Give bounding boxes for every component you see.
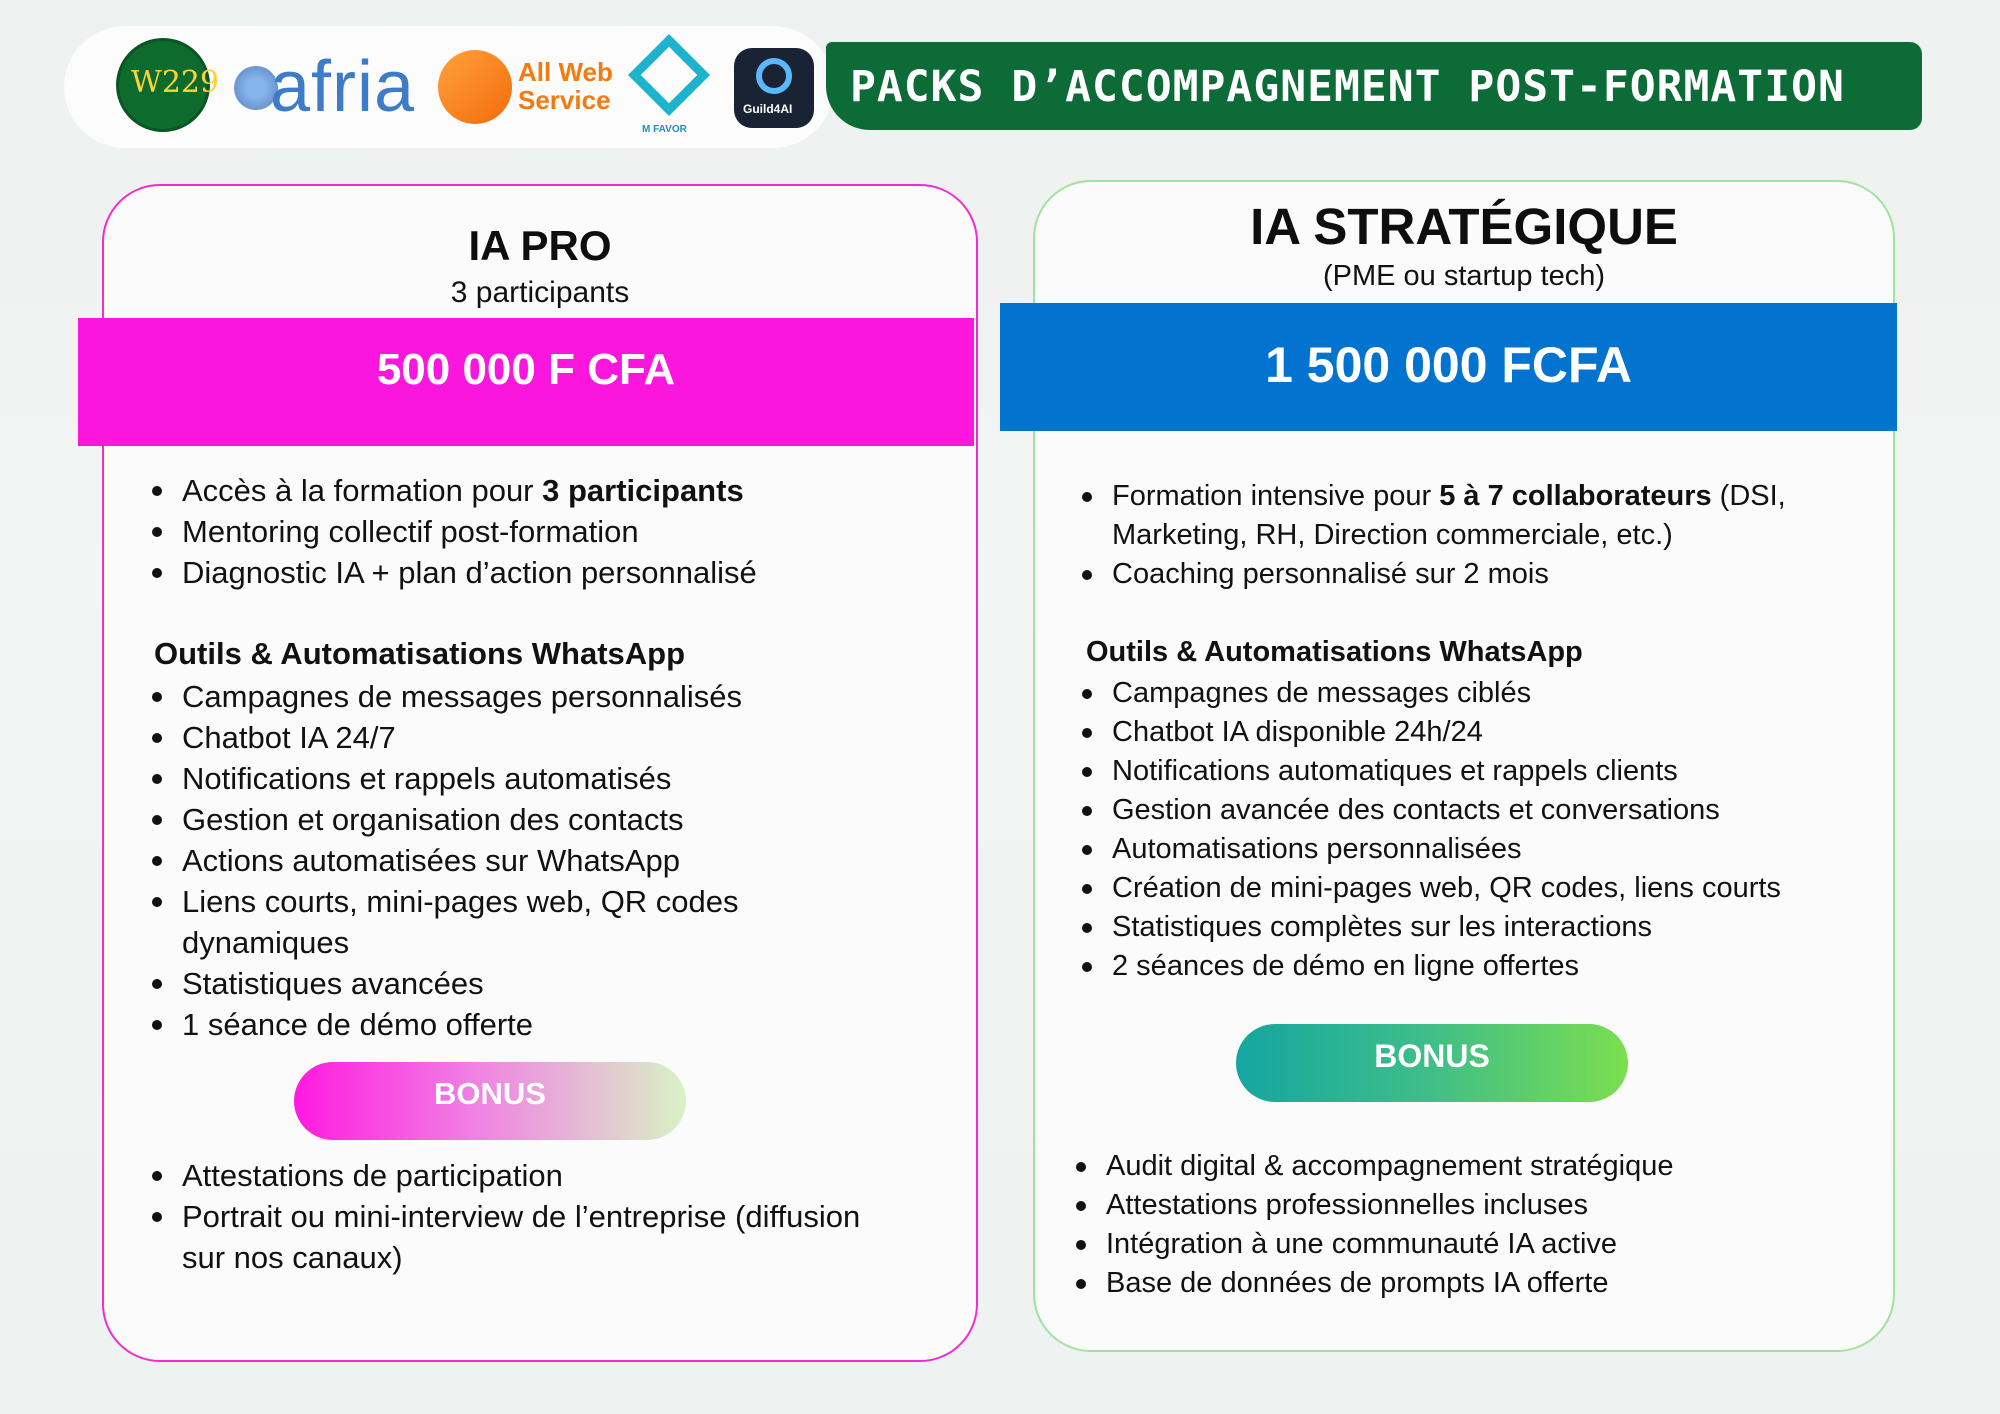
- feature-list-ia-strategique: [1078, 477, 1868, 594]
- list-item: Gestion avancée des contacts et conversations: [1078, 791, 1868, 830]
- list-item: [148, 552, 968, 593]
- all-web-service-line2: Service: [518, 85, 611, 115]
- list-item: 2 séances de démo en ligne offertes: [1078, 947, 1868, 986]
- afria-logo-text: afria: [270, 47, 416, 127]
- tools-list-ia-strategique: [1078, 674, 1868, 986]
- list-item: [1078, 555, 1868, 594]
- list-item: Gestion et organisation des contacts: [148, 799, 808, 840]
- plan-price: 500 000 F CFA: [376, 345, 676, 394]
- list-item: [1078, 477, 1868, 555]
- list-item: Campagnes de messages ciblés: [1078, 674, 1868, 713]
- list-item: Statistiques avancées: [148, 963, 808, 1004]
- wangnigni-logo-text: W229: [131, 65, 220, 100]
- plan-title: IA PRO: [468, 222, 612, 269]
- guild4ai-g-icon: [756, 58, 792, 94]
- price-band-ia-pro: [78, 318, 974, 446]
- feature-list-ia-pro: [148, 470, 968, 593]
- list-item: Base de données de prompts IA offerte: [1072, 1264, 1862, 1303]
- list-item: Attestations de participation: [148, 1155, 868, 1196]
- feature-text: Mentoring collectif post-formation: [182, 514, 639, 549]
- section-heading-tools-ia-pro: Outils & Automatisations WhatsApp: [154, 636, 686, 671]
- feature-text-suffix: (DSI, Marketing, RH, Direction commerciale, etc.): [1112, 480, 1786, 551]
- all-web-service-line1: All Web: [518, 57, 613, 87]
- list-item: [148, 470, 968, 511]
- list-item: Attestations professionnelles incluses: [1072, 1186, 1862, 1225]
- list-item: Chatbot IA 24/7: [148, 717, 808, 758]
- plan-header-ia-strategique: [1035, 196, 1893, 294]
- list-item: Notifications automatiques et rappels clients: [1078, 752, 1868, 791]
- list-item: Actions automatisées sur WhatsApp: [148, 840, 808, 881]
- list-item: Campagnes de messages personnalisés: [148, 676, 808, 717]
- list-item: Portrait ou mini-interview de l’entreprise (diffusion sur nos canaux): [148, 1196, 868, 1278]
- plan-header-ia-pro: [104, 220, 976, 312]
- page-title-bar: [826, 42, 1922, 130]
- afria-logo: [232, 44, 422, 127]
- list-item: Statistiques complètes sur les interactions: [1078, 908, 1868, 947]
- guild4ai-logo-text: Guild4AI: [743, 102, 793, 116]
- list-item: Intégration à une communauté IA active: [1072, 1225, 1862, 1264]
- list-item: 1 séance de démo offerte: [148, 1004, 808, 1045]
- bonus-badge-ia-pro: BONUS: [294, 1062, 686, 1140]
- list-item: Notifications et rappels automatisés: [148, 758, 808, 799]
- list-item: Audit digital & accompagnement stratégique: [1072, 1147, 1862, 1186]
- plan-subtitle: 3 participants: [450, 276, 630, 309]
- plan-title: IA STRATÉGIQUE: [1250, 198, 1678, 255]
- all-web-service-emblem-icon: [438, 50, 512, 124]
- wangnigni-logo: [116, 38, 220, 132]
- guild4ai-logo: [734, 48, 814, 128]
- feature-text: Diagnostic IA + plan d’action personnalisé: [182, 555, 757, 590]
- feature-text: Coaching personnalisé sur 2 mois: [1112, 558, 1549, 590]
- section-heading-tools-ia-strategique: Outils & Automatisations WhatsApp: [1086, 636, 1583, 668]
- bonus-list-ia-pro: [148, 1155, 868, 1278]
- feature-text: Formation intensive pour: [1112, 480, 1440, 512]
- m-favor-logo: [628, 40, 712, 140]
- m-favor-diamond-icon: [628, 34, 710, 116]
- plan-subtitle: (PME ou startup tech): [1322, 260, 1606, 292]
- feature-highlight: 5 à 7 collaborateurs: [1439, 480, 1712, 512]
- page-title: PACKS D’ACCOMPAGNEMENT POST-FORMATION: [850, 62, 1845, 112]
- tools-list-ia-pro: [148, 676, 808, 1045]
- bonus-badge-ia-strategique: BONUS: [1236, 1024, 1628, 1102]
- m-favor-logo-text: M FAVOR: [642, 124, 687, 135]
- all-web-service-logo: [438, 50, 618, 126]
- feature-text: Accès à la formation pour: [182, 473, 543, 508]
- feature-highlight: 3 participants: [542, 473, 744, 508]
- list-item: Automatisations personnalisées: [1078, 830, 1868, 869]
- price-band-ia-strategique: [1000, 303, 1897, 431]
- bonus-list-ia-strategique: [1072, 1147, 1862, 1303]
- list-item: Liens courts, mini-pages web, QR codes dynamiques: [148, 881, 808, 963]
- list-item: [148, 511, 968, 552]
- list-item: Chatbot IA disponible 24h/24: [1078, 713, 1868, 752]
- list-item: Création de mini-pages web, QR codes, liens courts: [1078, 869, 1868, 908]
- plan-price: 1 500 000 FCFA: [1265, 337, 1632, 393]
